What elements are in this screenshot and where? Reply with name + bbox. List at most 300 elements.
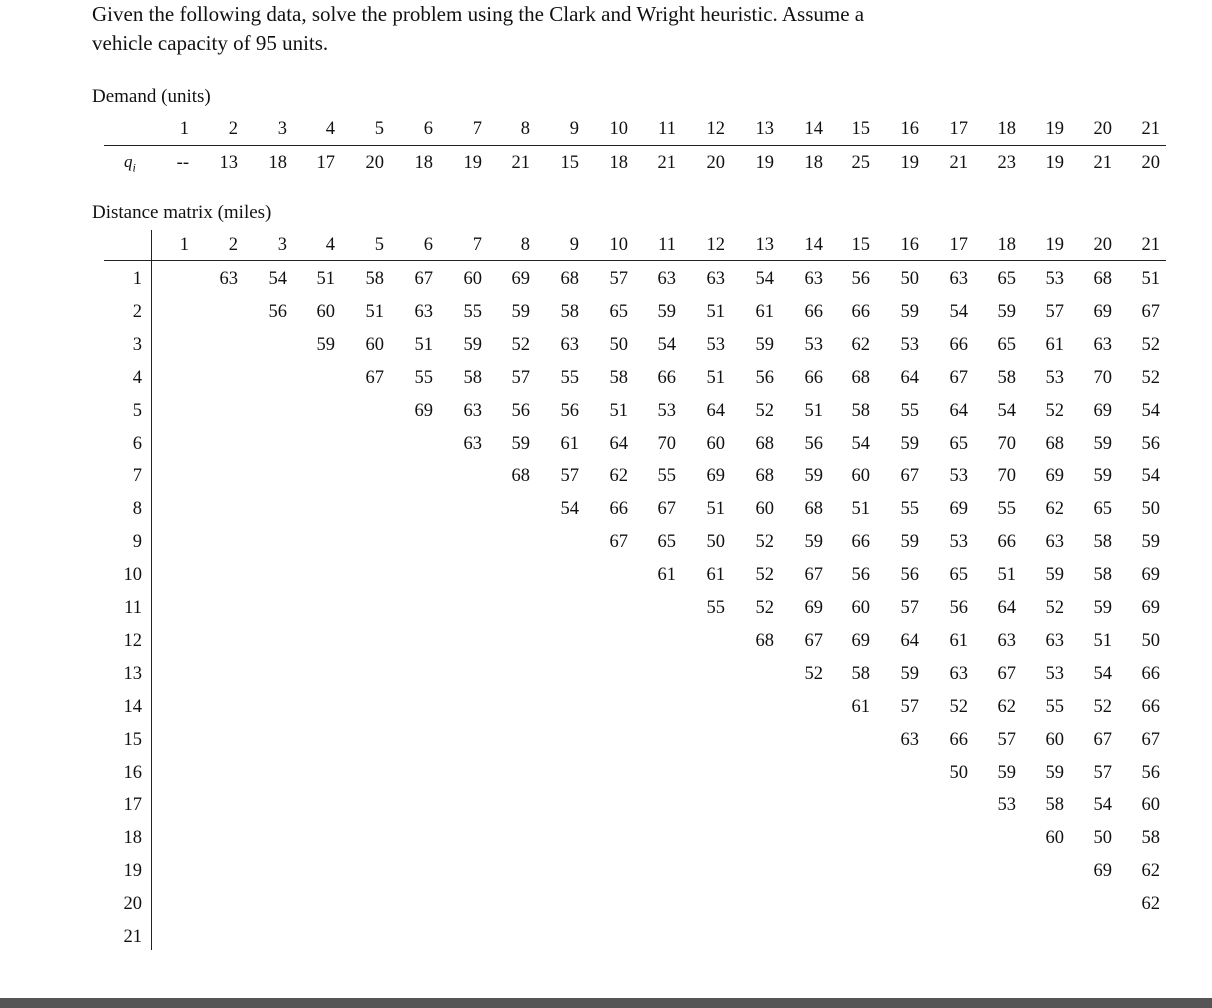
distance-cell: 59 bbox=[1093, 466, 1112, 486]
distance-cell: 66 bbox=[1141, 697, 1160, 717]
distance-cell: 68 bbox=[755, 434, 774, 454]
distance-cell: 53 bbox=[804, 335, 823, 355]
demand-column-header: 20 bbox=[1093, 119, 1112, 139]
distance-row-label: 13 bbox=[123, 664, 142, 684]
distance-cell: 53 bbox=[1045, 664, 1064, 684]
distance-cell: 51 bbox=[706, 368, 725, 388]
distance-column-header: 1 bbox=[179, 235, 189, 255]
distance-cell: 61 bbox=[949, 631, 968, 651]
distance-cell: 65 bbox=[997, 335, 1016, 355]
distance-cell: 57 bbox=[1093, 763, 1112, 783]
distance-column-header: 15 bbox=[851, 235, 870, 255]
distance-column-header: 8 bbox=[520, 235, 530, 255]
demand-value: 20 bbox=[365, 153, 384, 173]
distance-cell: 65 bbox=[949, 434, 968, 454]
distance-column-header: 12 bbox=[706, 235, 725, 255]
distance-cell: 66 bbox=[1141, 664, 1160, 684]
distance-cell: 61 bbox=[657, 565, 676, 585]
demand-value: 20 bbox=[1141, 153, 1160, 173]
distance-cell: 58 bbox=[1141, 828, 1160, 848]
distance-cell: 60 bbox=[463, 269, 482, 289]
demand-column-header: 16 bbox=[900, 119, 919, 139]
distance-cell: 69 bbox=[706, 466, 725, 486]
distance-cell: 63 bbox=[219, 269, 238, 289]
distance-row-label: 11 bbox=[124, 598, 142, 618]
distance-cell: 67 bbox=[804, 565, 823, 585]
distance-cell: 60 bbox=[851, 466, 870, 486]
distance-cell: 59 bbox=[804, 466, 823, 486]
distance-cell: 64 bbox=[949, 401, 968, 421]
demand-value: 15 bbox=[560, 153, 579, 173]
distance-cell: 68 bbox=[851, 368, 870, 388]
distance-cell: 64 bbox=[900, 631, 919, 651]
demand-column-header: 21 bbox=[1141, 119, 1160, 139]
distance-cell: 67 bbox=[609, 532, 628, 552]
intro-line-2: vehicle capacity of 95 units. bbox=[92, 31, 329, 55]
distance-cell: 54 bbox=[268, 269, 287, 289]
distance-cell: 63 bbox=[997, 631, 1016, 651]
distance-cell: 65 bbox=[609, 302, 628, 322]
distance-cell: 55 bbox=[1045, 697, 1064, 717]
distance-cell: 60 bbox=[1045, 828, 1064, 848]
distance-cell: 50 bbox=[1093, 828, 1112, 848]
distance-cell: 52 bbox=[1045, 401, 1064, 421]
window-bottom-bar bbox=[0, 998, 1212, 1008]
distance-column-header: 10 bbox=[609, 235, 628, 255]
distance-cell: 52 bbox=[949, 697, 968, 717]
distance-cell: 59 bbox=[1093, 598, 1112, 618]
distance-cell: 65 bbox=[949, 565, 968, 585]
distance-cell: 55 bbox=[706, 598, 725, 618]
distance-cell: 69 bbox=[1093, 302, 1112, 322]
distance-cell: 67 bbox=[1141, 302, 1160, 322]
distance-cell: 56 bbox=[1141, 434, 1160, 454]
distance-cell: 52 bbox=[1045, 598, 1064, 618]
distance-cell: 59 bbox=[316, 335, 335, 355]
demand-value: 21 bbox=[657, 153, 676, 173]
distance-cell: 62 bbox=[1141, 894, 1160, 914]
distance-row-label: 4 bbox=[132, 368, 142, 388]
distance-cell: 55 bbox=[560, 368, 579, 388]
distance-cell: 67 bbox=[804, 631, 823, 651]
distance-cell: 67 bbox=[414, 269, 433, 289]
distance-cell: 59 bbox=[511, 302, 530, 322]
distance-cell: 62 bbox=[609, 466, 628, 486]
distance-cell: 53 bbox=[997, 795, 1016, 815]
demand-column-header: 10 bbox=[609, 119, 628, 139]
demand-value: 18 bbox=[268, 153, 287, 173]
demand-label: Demand (units) bbox=[92, 86, 211, 107]
distance-cell: 70 bbox=[1093, 368, 1112, 388]
distance-cell: 53 bbox=[1045, 368, 1064, 388]
distance-column-header: 7 bbox=[472, 235, 482, 255]
distance-cell: 53 bbox=[1045, 269, 1064, 289]
distance-cell: 56 bbox=[851, 269, 870, 289]
distance-cell: 66 bbox=[851, 532, 870, 552]
distance-cell: 52 bbox=[755, 401, 774, 421]
intro-line-1: Given the following data, solve the problem using the Clark and Wright heuristic. Assume a bbox=[92, 2, 865, 26]
distance-cell: 69 bbox=[1093, 861, 1112, 881]
distance-cell: 59 bbox=[657, 302, 676, 322]
distance-cell: 54 bbox=[657, 335, 676, 355]
distance-cell: 66 bbox=[851, 302, 870, 322]
distance-cell: 68 bbox=[755, 466, 774, 486]
distance-cell: 70 bbox=[997, 434, 1016, 454]
distance-cell: 58 bbox=[997, 368, 1016, 388]
distance-cell: 69 bbox=[1141, 598, 1160, 618]
distance-cell: 59 bbox=[1045, 763, 1064, 783]
distance-cell: 62 bbox=[851, 335, 870, 355]
distance-cell: 70 bbox=[997, 466, 1016, 486]
distance-cell: 51 bbox=[706, 499, 725, 519]
demand-value: 25 bbox=[851, 153, 870, 173]
distance-cell: 50 bbox=[1141, 499, 1160, 519]
distance-cell: 66 bbox=[804, 368, 823, 388]
distance-cell: 58 bbox=[463, 368, 482, 388]
distance-cell: 58 bbox=[560, 302, 579, 322]
distance-column-header: 19 bbox=[1045, 235, 1064, 255]
distance-cell: 68 bbox=[804, 499, 823, 519]
distance-cell: 69 bbox=[851, 631, 870, 651]
distance-cell: 59 bbox=[804, 532, 823, 552]
demand-value: 21 bbox=[949, 153, 968, 173]
distance-cell: 61 bbox=[851, 697, 870, 717]
distance-cell: 59 bbox=[1141, 532, 1160, 552]
distance-cell: 69 bbox=[804, 598, 823, 618]
distance-cell: 59 bbox=[900, 532, 919, 552]
distance-cell: 68 bbox=[1093, 269, 1112, 289]
distance-cell: 63 bbox=[900, 730, 919, 750]
distance-cell: 57 bbox=[560, 466, 579, 486]
distance-cell: 67 bbox=[900, 466, 919, 486]
distance-cell: 55 bbox=[414, 368, 433, 388]
demand-column-header: 3 bbox=[277, 119, 287, 139]
distance-cell: 66 bbox=[657, 368, 676, 388]
distance-row-label: 5 bbox=[132, 401, 142, 421]
distance-cell: 57 bbox=[1045, 302, 1064, 322]
demand-value: 21 bbox=[1093, 153, 1112, 173]
distance-row-label: 3 bbox=[132, 335, 142, 355]
distance-cell: 59 bbox=[1093, 434, 1112, 454]
distance-cell: 61 bbox=[706, 565, 725, 585]
distance-cell: 53 bbox=[706, 335, 725, 355]
distance-column-header: 20 bbox=[1093, 235, 1112, 255]
distance-cell: 54 bbox=[1093, 795, 1112, 815]
distance-column-header: 5 bbox=[374, 235, 384, 255]
demand-column-header: 17 bbox=[949, 119, 968, 139]
distance-row-label: 12 bbox=[123, 631, 142, 651]
distance-cell: 64 bbox=[609, 434, 628, 454]
distance-label: Distance matrix (miles) bbox=[92, 202, 272, 223]
demand-value: 18 bbox=[609, 153, 628, 173]
distance-cell: 65 bbox=[657, 532, 676, 552]
distance-cell: 63 bbox=[804, 269, 823, 289]
demand-value: 23 bbox=[997, 153, 1016, 173]
distance-cell: 54 bbox=[560, 499, 579, 519]
distance-cell: 50 bbox=[900, 269, 919, 289]
distance-cell: 60 bbox=[755, 499, 774, 519]
distance-cell: 53 bbox=[900, 335, 919, 355]
demand-column-header: 4 bbox=[325, 119, 335, 139]
distance-row-divider bbox=[151, 230, 152, 950]
distance-cell: 52 bbox=[1093, 697, 1112, 717]
distance-cell: 64 bbox=[997, 598, 1016, 618]
distance-cell: 56 bbox=[268, 302, 287, 322]
distance-column-header: 11 bbox=[658, 235, 676, 255]
distance-cell: 51 bbox=[316, 269, 335, 289]
demand-column-header: 5 bbox=[374, 119, 384, 139]
distance-cell: 66 bbox=[804, 302, 823, 322]
distance-cell: 66 bbox=[949, 730, 968, 750]
distance-cell: 68 bbox=[511, 466, 530, 486]
distance-cell: 58 bbox=[851, 401, 870, 421]
distance-cell: 54 bbox=[1141, 401, 1160, 421]
distance-cell: 52 bbox=[755, 565, 774, 585]
distance-cell: 54 bbox=[949, 302, 968, 322]
demand-column-header: 15 bbox=[851, 119, 870, 139]
distance-cell: 57 bbox=[900, 697, 919, 717]
distance-cell: 52 bbox=[755, 532, 774, 552]
distance-cell: 63 bbox=[463, 401, 482, 421]
distance-cell: 67 bbox=[997, 664, 1016, 684]
distance-row-label: 9 bbox=[132, 532, 142, 552]
distance-cell: 63 bbox=[414, 302, 433, 322]
distance-column-header: 14 bbox=[804, 235, 823, 255]
distance-cell: 69 bbox=[949, 499, 968, 519]
distance-cell: 60 bbox=[316, 302, 335, 322]
distance-cell: 58 bbox=[851, 664, 870, 684]
distance-cell: 62 bbox=[1045, 499, 1064, 519]
demand-column-header: 18 bbox=[997, 119, 1016, 139]
distance-row-label: 7 bbox=[132, 466, 142, 486]
distance-cell: 67 bbox=[1093, 730, 1112, 750]
distance-cell: 66 bbox=[997, 532, 1016, 552]
distance-cell: 57 bbox=[511, 368, 530, 388]
distance-row-label: 14 bbox=[123, 697, 142, 717]
distance-cell: 55 bbox=[900, 401, 919, 421]
distance-cell: 55 bbox=[900, 499, 919, 519]
distance-row-label: 21 bbox=[123, 927, 142, 947]
distance-cell: 56 bbox=[900, 565, 919, 585]
demand-column-header: 12 bbox=[706, 119, 725, 139]
distance-cell: 70 bbox=[657, 434, 676, 454]
distance-cell: 63 bbox=[949, 269, 968, 289]
distance-cell: 52 bbox=[1141, 335, 1160, 355]
distance-cell: 59 bbox=[900, 664, 919, 684]
distance-cell: 54 bbox=[997, 401, 1016, 421]
demand-value: 19 bbox=[1045, 153, 1064, 173]
distance-cell: 54 bbox=[755, 269, 774, 289]
distance-cell: 51 bbox=[804, 401, 823, 421]
distance-cell: 56 bbox=[560, 401, 579, 421]
distance-cell: 60 bbox=[1045, 730, 1064, 750]
distance-cell: 56 bbox=[851, 565, 870, 585]
distance-row-label: 17 bbox=[123, 795, 142, 815]
distance-cell: 63 bbox=[1093, 335, 1112, 355]
distance-cell: 51 bbox=[1093, 631, 1112, 651]
distance-cell: 57 bbox=[900, 598, 919, 618]
distance-column-header: 3 bbox=[277, 235, 287, 255]
distance-row-label: 16 bbox=[123, 763, 142, 783]
distance-cell: 52 bbox=[1141, 368, 1160, 388]
distance-cell: 56 bbox=[755, 368, 774, 388]
distance-column-header: 18 bbox=[997, 235, 1016, 255]
distance-cell: 50 bbox=[609, 335, 628, 355]
distance-cell: 59 bbox=[997, 763, 1016, 783]
distance-cell: 62 bbox=[997, 697, 1016, 717]
distance-cell: 60 bbox=[365, 335, 384, 355]
distance-cell: 59 bbox=[755, 335, 774, 355]
distance-cell: 52 bbox=[804, 664, 823, 684]
distance-cell: 67 bbox=[657, 499, 676, 519]
distance-cell: 54 bbox=[1141, 466, 1160, 486]
distance-cell: 58 bbox=[609, 368, 628, 388]
distance-cell: 63 bbox=[463, 434, 482, 454]
distance-cell: 52 bbox=[511, 335, 530, 355]
distance-column-header: 16 bbox=[900, 235, 919, 255]
distance-cell: 68 bbox=[1045, 434, 1064, 454]
demand-value: 19 bbox=[755, 153, 774, 173]
distance-cell: 59 bbox=[997, 302, 1016, 322]
distance-cell: 61 bbox=[1045, 335, 1064, 355]
distance-row-label: 18 bbox=[123, 828, 142, 848]
distance-row-label: 15 bbox=[123, 730, 142, 750]
distance-cell: 66 bbox=[609, 499, 628, 519]
distance-cell: 58 bbox=[365, 269, 384, 289]
demand-value: 17 bbox=[316, 153, 335, 173]
demand-value: 20 bbox=[706, 153, 725, 173]
distance-divider bbox=[104, 260, 1166, 261]
distance-cell: 59 bbox=[1045, 565, 1064, 585]
distance-cell: 57 bbox=[609, 269, 628, 289]
distance-cell: 62 bbox=[1141, 861, 1160, 881]
distance-cell: 61 bbox=[755, 302, 774, 322]
demand-value: 19 bbox=[463, 153, 482, 173]
distance-cell: 69 bbox=[1093, 401, 1112, 421]
demand-value: 19 bbox=[900, 153, 919, 173]
problem-intro bbox=[92, 0, 992, 58]
distance-cell: 65 bbox=[1093, 499, 1112, 519]
demand-column-header: 6 bbox=[423, 119, 433, 139]
distance-cell: 59 bbox=[900, 434, 919, 454]
distance-column-header: 9 bbox=[569, 235, 579, 255]
demand-column-header: 7 bbox=[472, 119, 482, 139]
distance-cell: 68 bbox=[755, 631, 774, 651]
distance-cell: 56 bbox=[949, 598, 968, 618]
distance-cell: 63 bbox=[1045, 631, 1064, 651]
distance-cell: 63 bbox=[657, 269, 676, 289]
distance-row-label: 2 bbox=[132, 302, 142, 322]
distance-cell: 69 bbox=[414, 401, 433, 421]
distance-cell: 56 bbox=[1141, 763, 1160, 783]
distance-cell: 60 bbox=[706, 434, 725, 454]
distance-cell: 68 bbox=[560, 269, 579, 289]
distance-cell: 64 bbox=[900, 368, 919, 388]
distance-cell: 55 bbox=[463, 302, 482, 322]
distance-cell: 53 bbox=[949, 466, 968, 486]
distance-cell: 61 bbox=[560, 434, 579, 454]
distance-cell: 54 bbox=[851, 434, 870, 454]
distance-cell: 69 bbox=[1141, 565, 1160, 585]
distance-column-header: 4 bbox=[325, 235, 335, 255]
demand-column-header: 9 bbox=[569, 119, 579, 139]
distance-cell: 67 bbox=[1141, 730, 1160, 750]
distance-cell: 60 bbox=[1141, 795, 1160, 815]
distance-cell: 58 bbox=[1045, 795, 1064, 815]
distance-cell: 64 bbox=[706, 401, 725, 421]
distance-cell: 53 bbox=[949, 532, 968, 552]
distance-cell: 51 bbox=[414, 335, 433, 355]
distance-row-label: 20 bbox=[123, 894, 142, 914]
distance-cell: 69 bbox=[1045, 466, 1064, 486]
demand-column-header: 8 bbox=[520, 119, 530, 139]
distance-cell: 59 bbox=[511, 434, 530, 454]
distance-cell: 54 bbox=[1093, 664, 1112, 684]
distance-column-header: 13 bbox=[755, 235, 774, 255]
demand-column-header: 14 bbox=[804, 119, 823, 139]
distance-column-header: 6 bbox=[423, 235, 433, 255]
distance-cell: 65 bbox=[997, 269, 1016, 289]
demand-row-label: $q_i$ bbox=[124, 152, 136, 175]
distance-cell: 63 bbox=[560, 335, 579, 355]
distance-column-header: 17 bbox=[949, 235, 968, 255]
distance-cell: 53 bbox=[657, 401, 676, 421]
distance-cell: 59 bbox=[463, 335, 482, 355]
distance-row-label: 8 bbox=[132, 499, 142, 519]
distance-row-label: 19 bbox=[123, 861, 142, 881]
distance-cell: 51 bbox=[851, 499, 870, 519]
demand-value: 13 bbox=[219, 153, 238, 173]
distance-cell: 50 bbox=[1141, 631, 1160, 651]
distance-cell: 51 bbox=[997, 565, 1016, 585]
demand-divider bbox=[104, 145, 1166, 146]
distance-cell: 67 bbox=[949, 368, 968, 388]
demand-column-header: 11 bbox=[658, 119, 676, 139]
distance-cell: 63 bbox=[949, 664, 968, 684]
distance-cell: 66 bbox=[949, 335, 968, 355]
distance-cell: 52 bbox=[755, 598, 774, 618]
distance-cell: 50 bbox=[949, 763, 968, 783]
distance-cell: 60 bbox=[851, 598, 870, 618]
distance-cell: 58 bbox=[1093, 532, 1112, 552]
distance-cell: 63 bbox=[706, 269, 725, 289]
demand-value: 18 bbox=[414, 153, 433, 173]
distance-cell: 67 bbox=[365, 368, 384, 388]
distance-row-label: 10 bbox=[123, 565, 142, 585]
demand-column-header: 2 bbox=[228, 119, 238, 139]
demand-value: 18 bbox=[804, 153, 823, 173]
distance-row-label: 6 bbox=[132, 434, 142, 454]
demand-value: 21 bbox=[511, 153, 530, 173]
demand-value: -- bbox=[176, 153, 189, 173]
distance-cell: 51 bbox=[365, 302, 384, 322]
demand-column-header: 1 bbox=[179, 119, 189, 139]
distance-row-label: 1 bbox=[132, 269, 142, 289]
distance-cell: 63 bbox=[1045, 532, 1064, 552]
distance-cell: 55 bbox=[997, 499, 1016, 519]
distance-cell: 50 bbox=[706, 532, 725, 552]
distance-cell: 56 bbox=[804, 434, 823, 454]
distance-cell: 57 bbox=[997, 730, 1016, 750]
demand-column-header: 13 bbox=[755, 119, 774, 139]
distance-column-header: 21 bbox=[1141, 235, 1160, 255]
distance-cell: 69 bbox=[511, 269, 530, 289]
distance-column-header: 2 bbox=[228, 235, 238, 255]
distance-cell: 58 bbox=[1093, 565, 1112, 585]
distance-cell: 51 bbox=[609, 401, 628, 421]
demand-column-header: 19 bbox=[1045, 119, 1064, 139]
distance-cell: 55 bbox=[657, 466, 676, 486]
